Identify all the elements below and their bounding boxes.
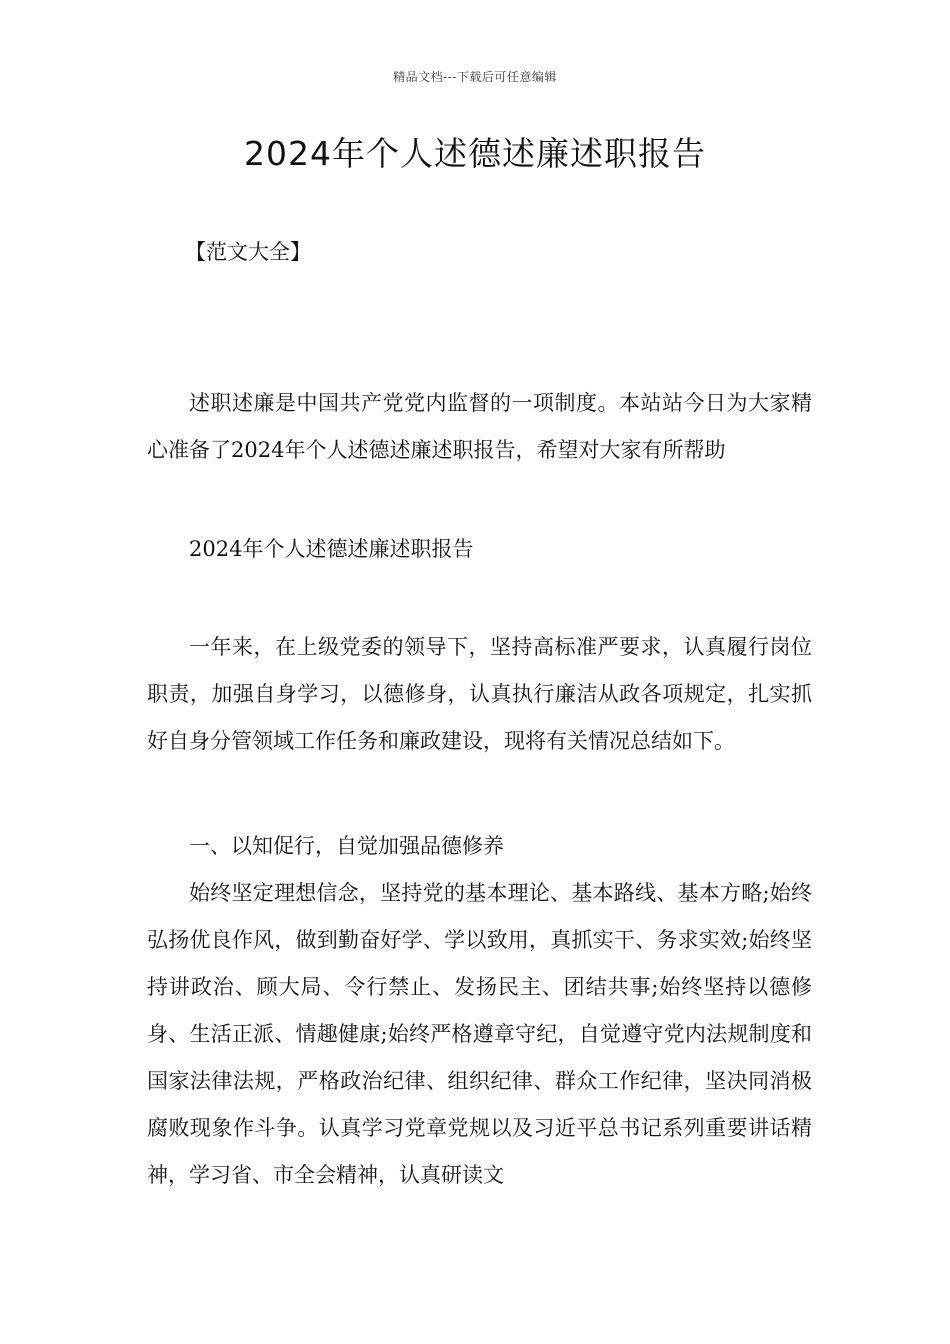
section-heading-1: 一、以知促行，自觉加强品德修养 bbox=[189, 834, 504, 858]
section-body-1: 始终坚定理想信念，坚持党的基本理论、基本路线、基本方略;始终弘扬优良作风，做到勤奋好学、学以致用，真抓实干、务求实效;始终坚持讲政治、顾大局、令行禁止、发扬民主、团结共事;始终坚持以德修身、生活正派、情趣健康;始终严格遵章守纪，自觉遵守党内法规制度和国家法律法规，严格政治纪律、组织纪律、群众工作纪律，坚决同消极腐败现象作斗争。认真学习党章党规以及习近平总书记系列重要讲话精神，学习省、市全会精神，认真研读文 bbox=[147, 881, 812, 1187]
subtitle-paragraph: 2024年个人述德述廉述职报告 bbox=[189, 537, 474, 561]
intro-paragraph: 述职述廉是中国共产党党内监督的一项制度。本站站今日为大家精心准备了2024年个人述德述廉述职报告，希望对大家有所帮助 bbox=[147, 391, 812, 462]
category-label: 【范文大全】 bbox=[185, 240, 311, 264]
header-note: 精品文档---下载后可任意编辑 bbox=[393, 70, 557, 84]
document-title: 2024年个人述德述廉述职报告 bbox=[244, 134, 706, 173]
lead-paragraph: 一年来，在上级党委的领导下，坚持高标准严要求，认真履行岗位职责，加强自身学习，以德修身，认真执行廉洁从政各项规定，扎实抓好自身分管领域工作任务和廉政建设，现将有关情况总结如下。 bbox=[147, 635, 812, 753]
